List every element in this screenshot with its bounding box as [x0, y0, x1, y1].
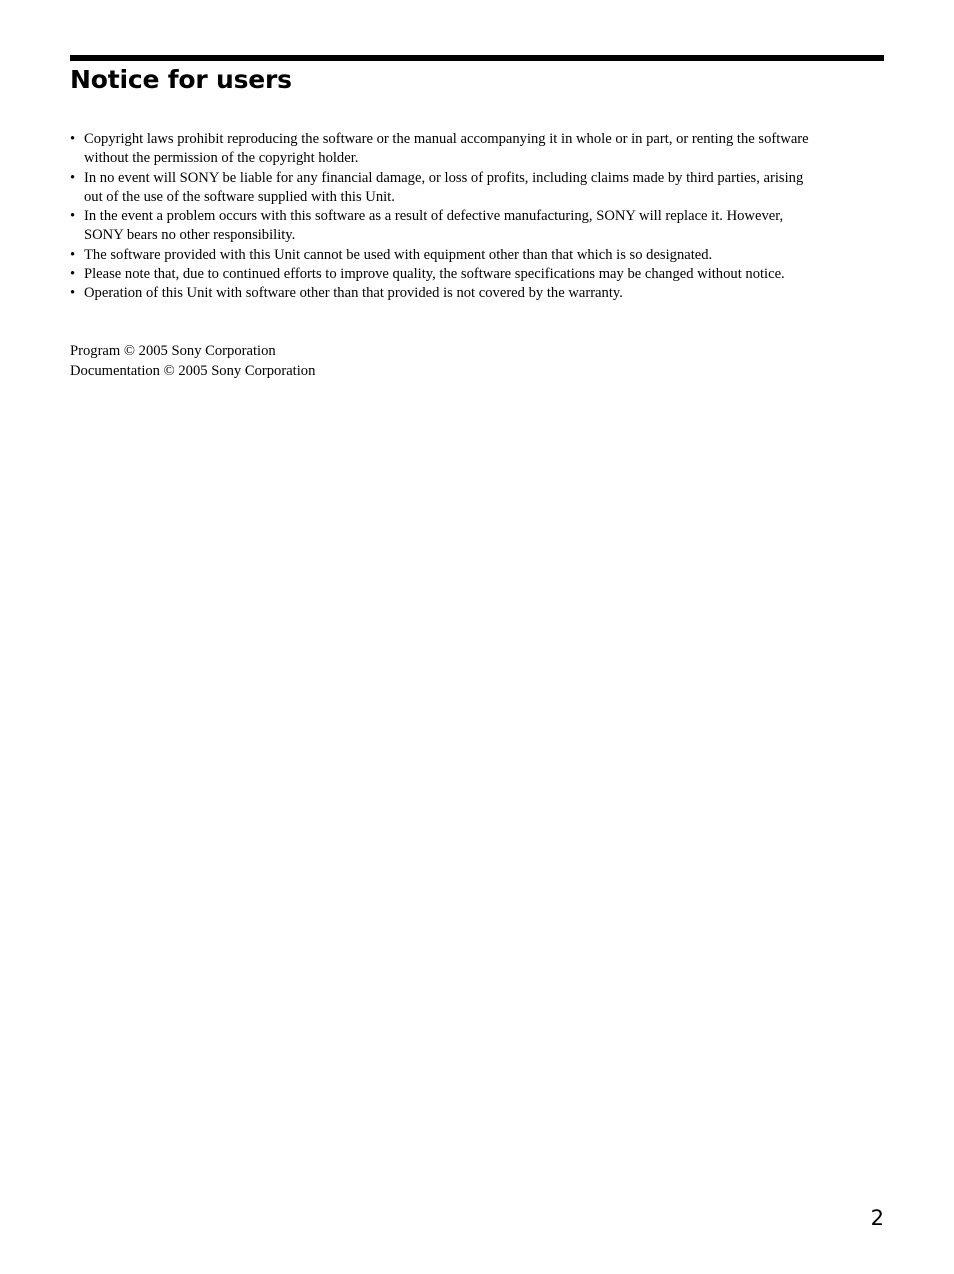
- list-item: [70, 207, 810, 246]
- list-item: [70, 169, 810, 208]
- notice-text: In the event a problem occurs with this software as a result of defective manufacturing, SONY will replace it. However, SONY bears no other responsibility.: [84, 208, 784, 244]
- page-number: 2: [870, 1206, 884, 1230]
- list-item: [70, 130, 810, 169]
- page-title: Notice for users: [70, 65, 292, 94]
- list-item: [70, 246, 810, 265]
- notice-text: Operation of this Unit with software other than that provided is not covered by the warranty.: [84, 285, 623, 302]
- notice-text: Copyright laws prohibit reproducing the software or the manual accompanying it in whole or in part, or renting the software without the permission of the copyright holder.: [84, 131, 809, 167]
- notice-text: In no event will SONY be liable for any financial damage, or loss of profits, including claims made by third parties, arising out of the use of the software supplied with this Unit.: [84, 169, 804, 205]
- notice-text: The software provided with this Unit cannot be used with equipment other than that which is so designated.: [84, 246, 713, 263]
- program-copyright: Program © 2005 Sony Corporation: [70, 343, 276, 359]
- header-rule: [70, 55, 884, 61]
- bullet-icon: •: [70, 131, 76, 147]
- bullet-icon: •: [70, 169, 76, 186]
- notice-list: [70, 130, 810, 304]
- bullet-icon: •: [70, 285, 76, 302]
- bullet-icon: •: [70, 246, 76, 263]
- copyright-block: [70, 342, 315, 381]
- list-item: [70, 265, 810, 284]
- bullet-icon: •: [70, 208, 76, 225]
- bullet-icon: •: [70, 266, 76, 283]
- list-item: [70, 284, 810, 303]
- documentation-copyright: Documentation © 2005 Sony Corporation: [70, 362, 316, 379]
- notice-text: Please note that, due to continued efforts to improve quality, the software specifications may be changed without notice.: [84, 266, 785, 283]
